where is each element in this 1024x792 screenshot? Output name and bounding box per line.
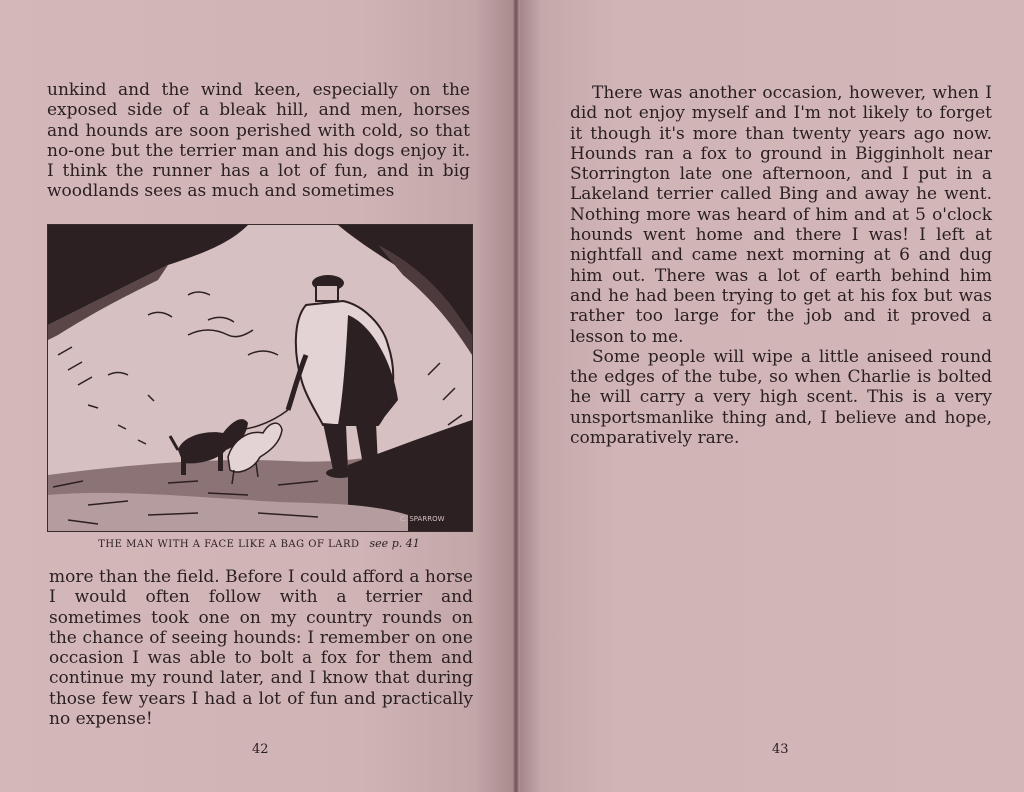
paragraph: unkind and the wind keen, especially on the exposed side of a bleak hill, and men, horses and hounds are soon perished with cold, so that no-one but the terrier man and his dogs enjoy it. I think the runner has a lot of fun, and in big woodlands sees as much and sometimes (47, 80, 470, 202)
book-gutter (512, 0, 520, 792)
illustration-caption (47, 537, 471, 550)
page-number-right: 43 (772, 742, 789, 757)
right-page-text (570, 83, 992, 448)
paragraph: Some people will wipe a little aniseed round the edges of the tube, so when Charlie is bolted he will carry a very high scent. This is a very unsportsmanlike thing and, I believe and hope, comparatively rare. (570, 346, 992, 449)
left-page-text-top (47, 80, 470, 202)
caption-text: THE MAN WITH A FACE LIKE A BAG OF LARD (98, 539, 360, 550)
right-page (516, 0, 1024, 792)
paragraph: more than the field. Before I could afford a horse I would often follow with a terrier and sometimes took one on my country rounds on the chance of seeing hounds: I remember on one occasion I was able to bolt a fox for them and continue my round later, and I know that during those few years I had a lot of fun and practically no expense! (49, 567, 473, 730)
page-number-left: 42 (252, 742, 269, 757)
caption-page-ref: see p. 41 (369, 537, 420, 550)
illustration-signature: C. SPARROW (400, 515, 445, 523)
paragraph: There was another occasion, however, when I did not enjoy myself and I'm not likely to forget it though it's more than twenty years ago now. Hounds ran a fox to ground in Bigginholt near Storrington late one afternoon, and I put in a Lakeland terrier called Bing and away he went. Nothing more was heard of him and at 5 o'clock hounds went home and there I was! I left at nightfall and came next morning at 6 and dug him out. There was a lot of earth behind him and he had been trying to get at his fox but was rather too large for the job and it proved a lesson to me. (570, 83, 992, 347)
illustration (47, 224, 473, 532)
man-with-terriers-drawing (48, 225, 472, 531)
left-page-text-bottom (49, 567, 473, 729)
